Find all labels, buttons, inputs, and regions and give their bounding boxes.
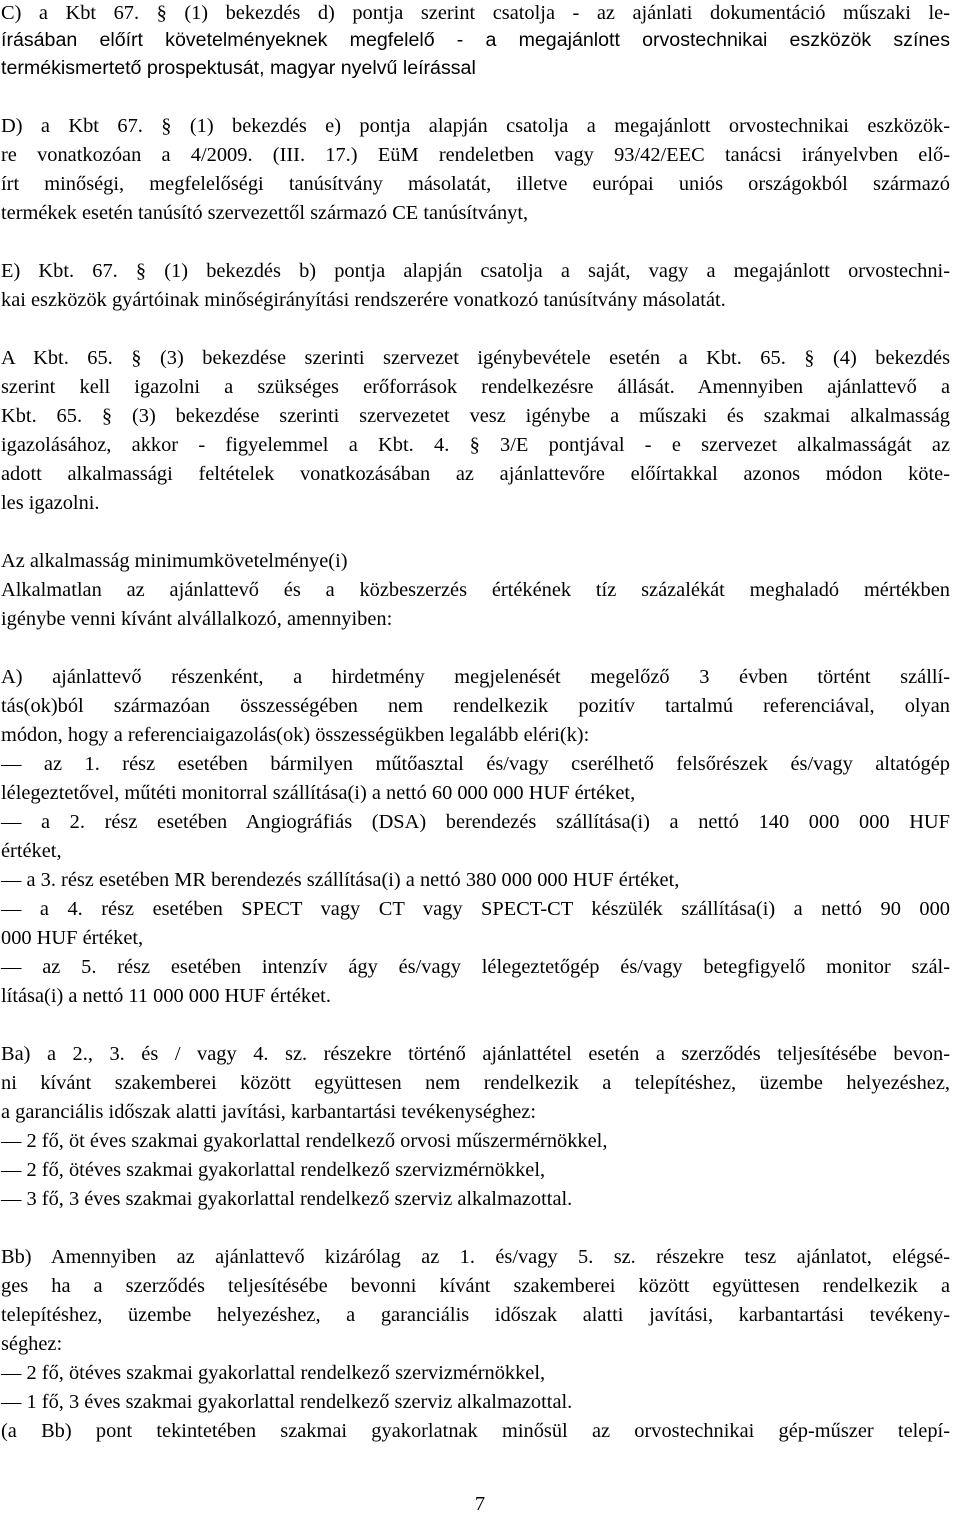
- list-item: — 2 fő, ötéves szakmai gyakorlattal rendelkező szervizmérnökkel,: [1, 1362, 546, 1384]
- list-item: — a 4. rész esetében SPECT vagy CT vagy SPECT-CT készülék szállítása(i) a nettó 90 000: [1, 898, 950, 920]
- text-line: tás(ok)ból származóan összességében nem rendelkezik pozitív tartalmú referenciával, olyan: [1, 695, 950, 717]
- text-line: a garanciális időszak alatti javítási, karbantartási tevékenységhez:: [1, 1101, 537, 1123]
- text-line: szerint kell igazolni a szükséges erőforrások rendelkezésre állását. Amennyiben ajánlattevő a: [1, 376, 950, 398]
- text-line: lítása(i) a nettó 11 000 000 HUF értéket.: [1, 985, 331, 1007]
- text-line: E) Kbt. 67. § (1) bekezdés b) pontja alapján csatolja a saját, vagy a megajánlott orvostechni-: [1, 260, 950, 282]
- text-line: igénybe venni kívánt alvállalkozó, amennyiben:: [1, 608, 393, 630]
- text-line: Ba) a 2., 3. és / vagy 4. sz. részekre történő ajánlattétel esetén a szerződés teljesítésébe bevon-: [1, 1043, 950, 1065]
- text-line: les igazolni.: [1, 492, 100, 514]
- text-line: termékek esetén tanúsító szervezettől származó CE tanúsítványt,: [1, 202, 529, 224]
- list-item: — 2 fő, öt éves szakmai gyakorlattal rendelkező orvosi műszermérnökkel,: [1, 1130, 608, 1152]
- text-line: telepítéshez, üzembe helyezéshez, a garanciális időszak alatti javítási, karbantartási tevékeny-: [1, 1304, 950, 1326]
- list-item: — 2 fő, ötéves szakmai gyakorlattal rendelkező szervizmérnökkel,: [1, 1159, 546, 1181]
- section-heading: Az alkalmasság minimumkövetelménye(i): [1, 550, 348, 572]
- text-line: (a Bb) pont tekintetében szakmai gyakorlatnak minősül az orvostechnikai gép-műszer telepí-: [1, 1420, 950, 1442]
- text-line: Kbt. 65. § (3) bekezdése szerinti szervezetet vesz igénybe a műszaki és szakmai alkalmasság: [1, 405, 950, 427]
- text-line: értéket,: [1, 840, 62, 862]
- text-line: D) a Kbt 67. § (1) bekezdés e) pontja alapján csatolja a megajánlott orvostechnikai eszközök-: [1, 115, 950, 137]
- text-line: re vonatkozóan a 4/2009. (III. 17.) EüM rendeletben vagy 93/42/EEC tanácsi irányelvben elő-: [1, 144, 950, 166]
- list-item: — az 1. rész esetében bármilyen műtőasztal és/vagy cserélhető felsőrészek és/vagy altatógép: [1, 753, 950, 775]
- list-item: — 3 fő, 3 éves szakmai gyakorlattal rendelkező szerviz alkalmazottal.: [1, 1188, 573, 1210]
- text-line: A) ajánlattevő részenként, a hirdetmény megjelenését megelőző 3 évben történt szállí-: [1, 666, 950, 688]
- text-line: A Kbt. 65. § (3) bekezdése szerinti szervezet igénybevétele esetén a Kbt. 65. § (4) bekezdés: [1, 347, 950, 369]
- text-line: igazolásához, akkor - figyelemmel a Kbt. 4. § 3/E pontjával - e szervezet alkalmasságát az: [1, 434, 950, 456]
- text-line: C) a Kbt 67. § (1) bekezdés d) pontja szerint csatolja - az ajánlati dokumentáció műszaki le-: [1, 2, 950, 24]
- text-line: módon, hogy a referenciaigazolás(ok) összességükben legalább eléri(k):: [1, 724, 590, 746]
- text-line: adott alkalmassági feltételek vonatkozásában az ajánlattevőre előírtakkal azonos módon köte-: [1, 463, 950, 485]
- text-line: lélegeztetővel, műtéti monitorral szállítása(i) a nettó 60 000 000 HUF értéket,: [1, 782, 636, 804]
- text-line: ni kívánt szakemberei között együttesen nem rendelkezik a telepítéshez, üzembe helyezéshez,: [1, 1072, 950, 1094]
- text-line: kai eszközök gyártóinak minőségirányítási rendszerére vonatkozó tanúsítvány másolatát.: [1, 289, 726, 311]
- list-item: — 1 fő, 3 éves szakmai gyakorlattal rendelkező szerviz alkalmazottal.: [1, 1391, 573, 1413]
- text-line: írt minőségi, megfelelőségi tanúsítvány másolatát, illetve európai uniós országokból származó: [1, 173, 950, 195]
- list-item: — a 3. rész esetében MR berendezés szállítása(i) a nettó 380 000 000 HUF értéket,: [1, 869, 680, 891]
- page-number: 7: [474, 1493, 486, 1515]
- text-line: séghez:: [1, 1333, 63, 1355]
- list-item: — a 2. rész esetében Angiográfiás (DSA) berendezés szállítása(i) a nettó 140 000 000 HUF: [1, 811, 950, 833]
- text-line: termékismertető prospektusát, magyar nyelvű leírással: [1, 57, 476, 79]
- text-line: Bb) Amennyiben az ajánlattevő kizárólag az 1. és/vagy 5. sz. részekre tesz ajánlatot, elégsé-: [1, 1246, 950, 1268]
- list-item: — az 5. rész esetében intenzív ágy és/vagy lélegeztetőgép és/vagy betegfigyelő monitor szál-: [1, 956, 950, 978]
- text-line: Alkalmatlan az ajánlattevő és a közbeszerzés értékének tíz százalékát meghaladó mértékben: [1, 579, 950, 601]
- text-line: ges ha a szerződés teljesítésébe bevonni kívánt szakemberei között együttesen rendelkezik a: [1, 1275, 950, 1297]
- text-line: írásában előírt követelményeknek megfelelő - a megajánlott orvostechnikai eszközök színes: [1, 29, 950, 51]
- text-line: 000 HUF értéket,: [1, 927, 144, 949]
